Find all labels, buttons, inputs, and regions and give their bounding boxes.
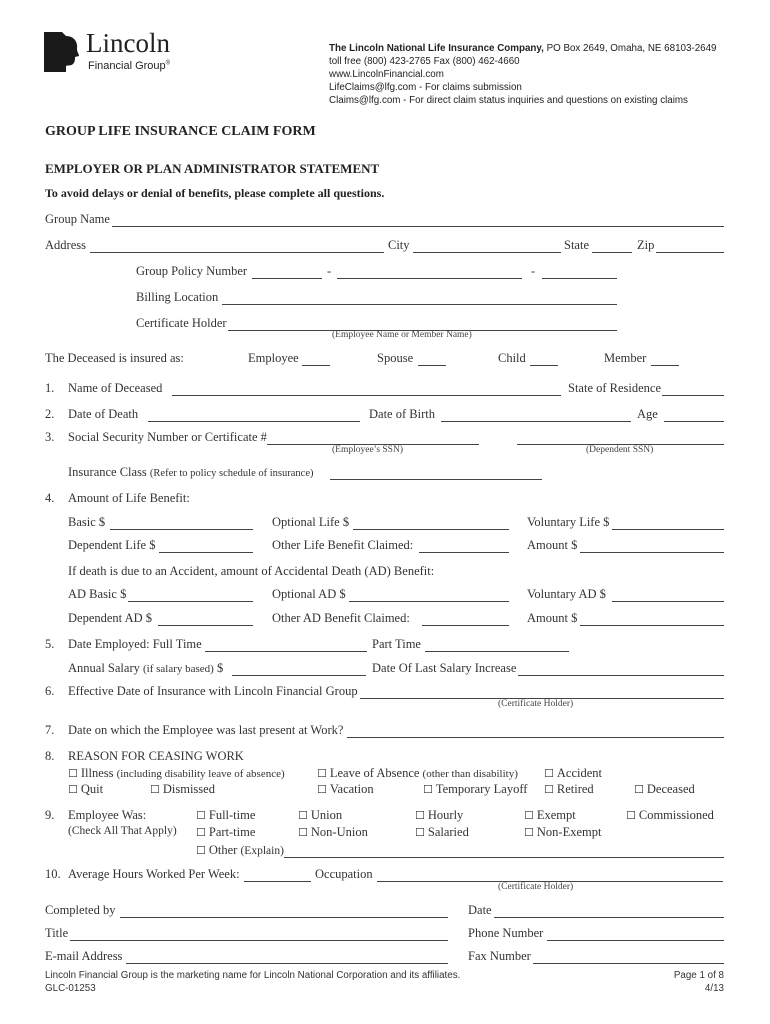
title-label: Title [45, 926, 69, 940]
ceasing-work-label: REASON FOR CEASING WORK [68, 749, 244, 763]
policy-dash-1: - [327, 264, 332, 278]
part-time-date-field[interactable] [425, 651, 569, 652]
website-link[interactable]: www.LincolnFinancial.com [329, 69, 444, 80]
amount-field[interactable] [580, 552, 724, 553]
last-present-label: Date on which the Employee was last present at Work? [68, 723, 344, 737]
employee-was-label: Employee Was: [68, 808, 147, 822]
ssn-label: Social Security Number or Certificate # [68, 430, 267, 444]
accident-intro: If death is due to an Accident, amount of Accidental Death (AD) Benefit: [68, 564, 435, 578]
hourly-option[interactable]: ☐ Hourly [415, 808, 464, 822]
logo-subtitle: Financial Group® [88, 60, 171, 72]
age-label: Age [637, 407, 658, 421]
policy-number-part3[interactable] [542, 278, 617, 279]
employee-ssn-note: (Employee’s SSN) [332, 445, 403, 455]
zip-field[interactable] [656, 252, 724, 253]
q3-number: 3. [45, 430, 55, 444]
checkbox-icon[interactable]: ☐ [415, 809, 425, 822]
other-ad-label: Other AD Benefit Claimed: [272, 611, 410, 625]
q9-number: 9. [45, 808, 55, 822]
effective-date-label: Effective Date of Insurance with Lincoln Financial Group [68, 684, 358, 698]
effective-date-note: (Certificate Holder) [498, 699, 574, 709]
checkbox-icon[interactable]: ☐ [524, 809, 534, 822]
insured-child-label: Child [498, 351, 526, 365]
policy-number-part1[interactable] [252, 278, 322, 279]
email-label: E-mail Address [45, 949, 123, 963]
accident-option[interactable]: ☐ Accident [544, 766, 602, 780]
checkbox-icon[interactable]: ☐ [423, 783, 433, 796]
checkbox-icon[interactable]: ☐ [298, 809, 308, 822]
billing-location-label: Billing Location [136, 290, 219, 304]
page-number: Page 1 of 8 [673, 970, 724, 981]
insured-member-label: Member [604, 351, 647, 365]
form-code: GLC-01253 [45, 983, 96, 994]
union-option[interactable]: ☐ Union [298, 808, 343, 822]
q5-number: 5. [45, 637, 55, 651]
logo-name: Lincoln [86, 28, 170, 58]
company-address: PO Box 2649, Omaha, NE 68103-2649 [543, 43, 717, 54]
group-name-label: Group Name [45, 212, 110, 226]
group-name-field[interactable] [112, 226, 724, 227]
voluntary-life-field[interactable] [612, 529, 724, 530]
phone-fax: toll free (800) 423-2765 Fax (800) 462-4660 [329, 56, 520, 67]
city-field[interactable] [413, 252, 561, 253]
checkbox-icon[interactable]: ☐ [68, 767, 78, 780]
occupation-label: Occupation [315, 867, 373, 881]
checkbox-icon[interactable]: ☐ [317, 783, 327, 796]
insured-member-field[interactable] [651, 365, 679, 366]
voluntary-life-label: Voluntary Life $ [527, 515, 610, 529]
optional-ad-field[interactable] [349, 601, 509, 602]
claims-email[interactable]: LifeClaims@lfg.com - For claims submission [329, 82, 522, 93]
policy-dash-2: - [531, 264, 536, 278]
completed-by-field[interactable] [120, 917, 448, 918]
commissioned-option[interactable]: ☐ Commissioned [626, 808, 714, 822]
illness-option[interactable]: ☐ Illness (including disability leave of absence) [68, 766, 285, 780]
q4-number: 4. [45, 491, 55, 505]
amount-label: Amount $ [527, 538, 578, 552]
ad-basic-field[interactable] [128, 601, 253, 602]
non-union-option[interactable]: ☐ Non-Union [298, 825, 368, 839]
company-info [329, 42, 717, 107]
date-of-birth-label: Date of Birth [369, 407, 435, 421]
basic-field[interactable] [110, 529, 253, 530]
certificate-holder-label: Certificate Holder [136, 316, 227, 330]
checkbox-icon[interactable]: ☐ [544, 783, 554, 796]
date-of-birth-field[interactable] [441, 421, 631, 422]
checkbox-icon[interactable]: ☐ [524, 826, 534, 839]
ad-amount-field[interactable] [580, 625, 724, 626]
age-field[interactable] [664, 421, 724, 422]
salary-note: (if salary based) [142, 663, 214, 675]
insured-employee-field[interactable] [302, 365, 330, 366]
insured-spouse-field[interactable] [418, 365, 446, 366]
checkbox-icon[interactable]: ☐ [68, 783, 78, 796]
salaried-option[interactable]: ☐ Salaried [415, 825, 469, 839]
other-explain-field[interactable] [284, 857, 724, 858]
billing-location-field[interactable] [222, 304, 617, 305]
state-field[interactable] [592, 252, 632, 253]
optional-ad-label: Optional AD $ [272, 587, 346, 601]
basic-label: Basic $ [68, 515, 106, 529]
explain-note: (Explain) [240, 845, 284, 857]
full-time-option[interactable]: ☐ Full-time [196, 808, 256, 822]
exempt-option[interactable]: ☐ Exempt [524, 808, 576, 822]
insurance-class-note: (Refer to policy schedule of insurance) [149, 468, 314, 479]
voluntary-ad-field[interactable] [612, 601, 724, 602]
avg-hours-field[interactable] [244, 881, 311, 882]
phone-label: Phone Number [468, 926, 544, 940]
insured-spouse-label: Spouse [377, 351, 414, 365]
deceased-option[interactable]: ☐ Deceased [634, 782, 695, 796]
state-label: State [564, 238, 589, 252]
checkbox-icon[interactable]: ☐ [415, 826, 425, 839]
q1-number: 1. [45, 381, 55, 395]
loa-option[interactable]: ☐ Leave of Absence (other than disability) [317, 766, 518, 780]
dependent-life-field[interactable] [159, 552, 253, 553]
completed-by-label: Completed by [45, 903, 116, 917]
deceased-name-label: Name of Deceased [68, 381, 163, 395]
illness-note: (including disability leave of absence) [116, 768, 285, 780]
checkbox-icon[interactable]: ☐ [196, 844, 206, 857]
last-present-field[interactable] [347, 737, 724, 738]
footer-disclaimer: Lincoln Financial Group is the marketing name for Lincoln National Corporation and its affiliates. [45, 970, 461, 981]
fax-field[interactable] [533, 963, 724, 964]
address-field[interactable] [90, 252, 384, 253]
checkbox-icon[interactable]: ☐ [196, 809, 206, 822]
logo [44, 28, 184, 78]
non-exempt-option[interactable]: ☐ Non-Exempt [524, 825, 602, 839]
fax-label: Fax Number [468, 949, 531, 963]
retired-option[interactable]: ☐ Retired [544, 782, 594, 796]
checkbox-icon[interactable]: ☐ [634, 783, 644, 796]
form-title: GROUP LIFE INSURANCE CLAIM FORM [45, 124, 316, 139]
dependent-ad-label: Dependent AD $ [68, 611, 153, 625]
life-benefit-label: Amount of Life Benefit: [68, 491, 190, 505]
other-life-field[interactable] [419, 552, 509, 553]
last-increase-field[interactable] [518, 675, 724, 676]
part-time-option[interactable]: ☐ Part-time [196, 825, 256, 839]
checkbox-icon[interactable]: ☐ [150, 783, 160, 796]
part-time-label: Part Time [372, 637, 421, 651]
form-version: 4/13 [704, 983, 724, 994]
date-of-death-field[interactable] [148, 421, 360, 422]
insurance-class-field[interactable] [330, 479, 542, 480]
form-subtitle: EMPLOYER OR PLAN ADMINISTRATOR STATEMENT [45, 161, 380, 176]
quit-option[interactable]: ☐ Quit [68, 782, 104, 796]
annual-salary-label: Annual Salary (if salary based) $ [68, 661, 224, 675]
insured-child-field[interactable] [530, 365, 558, 366]
checkbox-icon[interactable]: ☐ [626, 809, 636, 822]
checkbox-icon[interactable]: ☐ [317, 767, 327, 780]
full-time-date-field[interactable] [205, 651, 367, 652]
dependent-ad-field[interactable] [158, 625, 253, 626]
date-field[interactable] [494, 917, 724, 918]
q6-number: 6. [45, 684, 55, 698]
phone-field[interactable] [547, 940, 724, 941]
insured-as-label: The Deceased is insured as: [45, 351, 184, 365]
optional-life-label: Optional Life $ [272, 515, 350, 529]
lincoln-profile-icon [44, 32, 84, 72]
other-life-label: Other Life Benefit Claimed: [272, 538, 414, 552]
certificate-holder-note: (Employee Name or Member Name) [332, 330, 472, 340]
date-of-death-label: Date of Death [68, 407, 139, 421]
checkbox-icon[interactable]: ☐ [298, 826, 308, 839]
insurance-class-label: Insurance Class (Refer to policy schedule of insurance) [68, 465, 314, 479]
checkbox-icon[interactable]: ☐ [544, 767, 554, 780]
form-instruction: To avoid delays or denial of benefits, please complete all questions. [45, 186, 385, 200]
title-field[interactable] [70, 940, 448, 941]
occupation-note: (Certificate Holder) [498, 882, 574, 892]
city-label: City [388, 238, 410, 252]
group-policy-label: Group Policy Number [136, 264, 248, 278]
address-label: Address [45, 238, 86, 252]
deceased-name-field[interactable] [172, 395, 561, 396]
state-residence-field[interactable] [662, 395, 724, 396]
q10-number: 10. [45, 867, 61, 881]
dependent-life-label: Dependent Life $ [68, 538, 156, 552]
vacation-option[interactable]: ☐ Vacation [317, 782, 374, 796]
date-label: Date [468, 903, 492, 917]
annual-salary-field[interactable] [232, 675, 366, 676]
policy-number-part2[interactable] [337, 278, 522, 279]
ad-basic-label: AD Basic $ [68, 587, 127, 601]
insured-employee-label: Employee [248, 351, 299, 365]
company-name: The Lincoln National Life Insurance Company, [329, 43, 544, 54]
optional-life-field[interactable] [353, 529, 509, 530]
dependent-ssn-note: (Dependent SSN) [586, 445, 654, 455]
ad-amount-label: Amount $ [527, 611, 578, 625]
check-all-note: (Check All That Apply) [68, 825, 177, 837]
dismissed-option[interactable]: ☐ Dismissed [150, 782, 215, 796]
zip-label: Zip [637, 238, 655, 252]
checkbox-icon[interactable]: ☐ [196, 826, 206, 839]
other-ad-field[interactable] [422, 625, 509, 626]
loa-note: (other than disability) [422, 768, 518, 780]
other-option[interactable]: ☐ Other (Explain) [196, 843, 284, 857]
email-field[interactable] [126, 963, 448, 964]
avg-hours-label: Average Hours Worked Per Week: [68, 867, 240, 881]
state-residence-label: State of Residence [568, 381, 662, 395]
voluntary-ad-label: Voluntary AD $ [527, 587, 606, 601]
layoff-option[interactable]: ☐ Temporary Layoff [423, 782, 528, 796]
date-employed-label: Date Employed: Full Time [68, 637, 202, 651]
q2-number: 2. [45, 407, 55, 421]
q8-number: 8. [45, 749, 55, 763]
last-increase-label: Date Of Last Salary Increase [372, 661, 517, 675]
q7-number: 7. [45, 723, 55, 737]
status-email[interactable]: Claims@lfg.com - For direct claim status inquiries and questions on existing claims [329, 95, 688, 106]
